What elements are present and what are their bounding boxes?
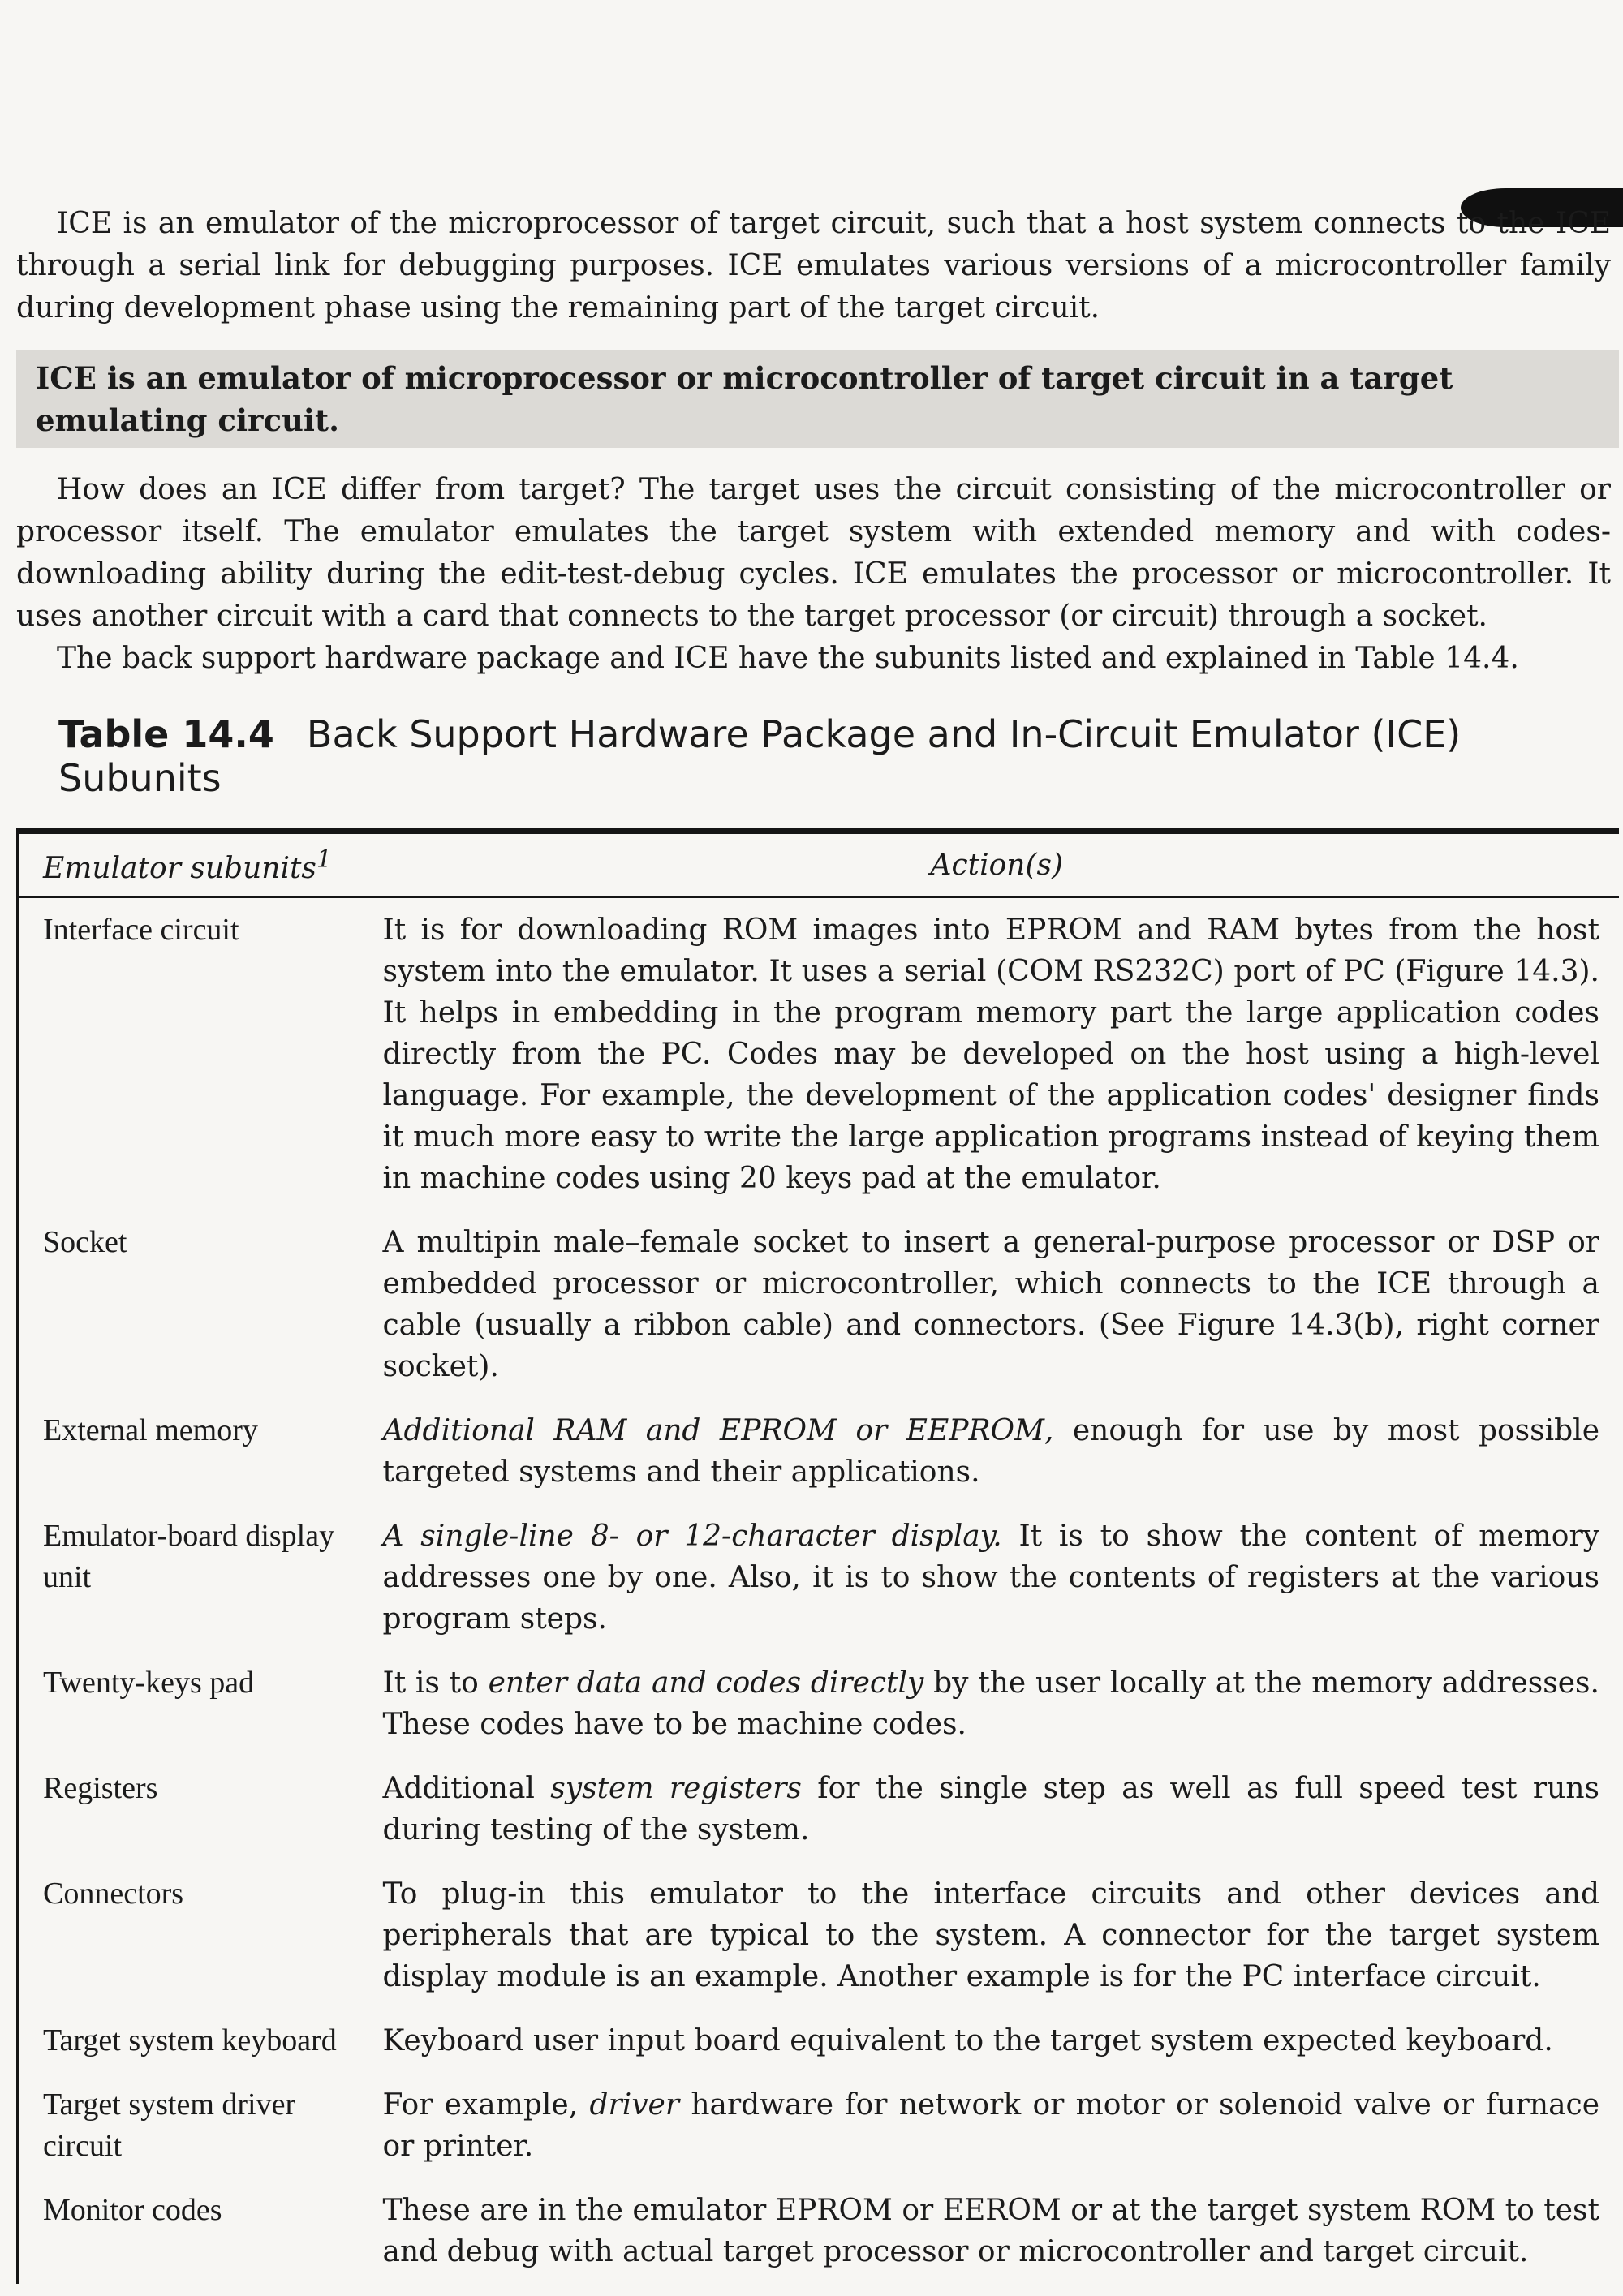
subunit-cell: Twenty-keys pad bbox=[43, 1666, 255, 1700]
table-row bbox=[18, 2178, 1620, 2284]
action-cell: These are in the emulator EPROM or EEROM or at the target system ROM to test and debug with actual target processor or microcontroller and target circuit. bbox=[382, 2194, 1599, 2268]
action-cell: A single-line 8- or 12-character display. It is to show the content of memory addresses one by one. Also, it is to show the contents of registers at the various program steps. bbox=[382, 1520, 1599, 1636]
subunit-cell: Target system driver circuit bbox=[43, 2087, 296, 2163]
table-row bbox=[18, 1756, 1620, 1862]
table-row bbox=[18, 1651, 1620, 1756]
table-row bbox=[18, 2009, 1620, 2073]
table-title: Back Support Hardware Package and In-Circuit Emulator (ICE) Subunits bbox=[58, 712, 1462, 800]
action-cell: To plug-in this emulator to the interface circuits and other devices and peripherals that are typical to the system. A connector for the target system display module is an example. Another example is for the PC interface circuit. bbox=[382, 1877, 1599, 1993]
table-number: Table 14.4 bbox=[58, 712, 274, 756]
table-row bbox=[18, 897, 1620, 1210]
header-actions: Action(s) bbox=[367, 834, 1620, 897]
action-cell: For example, driver hardware for network or motor or solenoid valve or furnace or printer. bbox=[382, 2088, 1600, 2163]
document-page bbox=[16, 203, 1619, 2284]
action-cell: It is to enter data and codes directly by the user locally at the memory addresses. These codes have to be machine codes. bbox=[382, 1666, 1599, 1741]
table-row bbox=[18, 1210, 1620, 1399]
intro-paragraph: ICE is an emulator of the microprocessor of target circuit, such that a host system connects to the ICE through a serial link for debugging purposes. ICE emulates various versions of a microcontroller family during development phase using the remaining part of the target circuit. bbox=[16, 207, 1611, 325]
action-emphasis: system registers bbox=[550, 1772, 802, 1805]
table-row bbox=[18, 1504, 1620, 1651]
subunit-cell: Socket bbox=[43, 1225, 127, 1259]
table-header-row bbox=[18, 834, 1620, 897]
table-intro-paragraph: The back support hardware package and ICE have the subunits listed and explained in Table 14.4. bbox=[57, 642, 1519, 675]
subunit-cell: Connectors bbox=[43, 1877, 184, 1911]
action-emphasis: Additional RAM and EPROM or EEPROM, bbox=[382, 1414, 1054, 1447]
table-row bbox=[18, 2073, 1620, 2178]
action-cell: Additional system registers for the single step as well as full speed test runs during testing of the system. bbox=[382, 1772, 1599, 1847]
action-emphasis: enter data and codes directly bbox=[488, 1666, 924, 1700]
header-subunits: Emulator subunits$^1$ bbox=[18, 834, 367, 897]
action-emphasis: driver bbox=[589, 2088, 680, 2122]
difference-paragraph: How does an ICE differ from target? The target uses the circuit consisting of the microcontroller or processor itself. The emulator emulates the target system with extended memory and with codes-downloading ability during the edit-test-debug cycles. ICE emulates the processor or microcontroller. It uses another circuit with a card that connects to the target processor (or circuit) through a socket. bbox=[16, 473, 1611, 633]
action-emphasis: A single-line 8- or 12-character display. bbox=[382, 1520, 1002, 1553]
table-row bbox=[18, 1862, 1620, 2009]
header-footnote: 1 bbox=[316, 845, 332, 874]
action-cell: Additional RAM and EPROM or EEPROM, enough for use by most possible targeted systems and their applications. bbox=[382, 1414, 1599, 1489]
action-cell: Keyboard user input board equivalent to the target system expected keyboard. bbox=[382, 2024, 1553, 2057]
definition-highlight: ICE is an emulator of microprocessor or microcontroller of target circuit in a target emulating circuit. bbox=[16, 350, 1619, 448]
action-cell: A multipin male–female socket to insert a general-purpose processor or DSP or embedded processor or microcontroller, which connects to the ICE through a cable (usually a ribbon cable) and connectors. (See Figure 14.3(b), right corner socket). bbox=[382, 1226, 1599, 1383]
subunit-cell: Registers bbox=[43, 1771, 158, 1805]
subunit-cell: External memory bbox=[43, 1413, 258, 1447]
table-top-rule bbox=[16, 828, 1619, 834]
action-cell: It is for downloading ROM images into EPROM and RAM bytes from the host system into the emulator. It uses a serial (COM RS232C) port of PC (Figure 14.3). It helps in embedding in the program memory part the large application codes directly from the PC. Codes may be developed on the host using a high-level language. For example, the development of the application codes' designer finds it much more easy to write the large application programs instead of keying them in machine codes using 20 keys pad at the emulator. bbox=[382, 914, 1599, 1195]
subunit-cell: Interface circuit bbox=[43, 913, 239, 947]
subunits-table bbox=[16, 834, 1619, 2284]
subunit-cell: Monitor codes bbox=[43, 2193, 222, 2227]
subunit-cell: Emulator-board display unit bbox=[43, 1519, 335, 1594]
table-caption bbox=[58, 712, 1619, 800]
subunit-cell: Target system keyboard bbox=[43, 2023, 337, 2057]
table-row bbox=[18, 1399, 1620, 1504]
